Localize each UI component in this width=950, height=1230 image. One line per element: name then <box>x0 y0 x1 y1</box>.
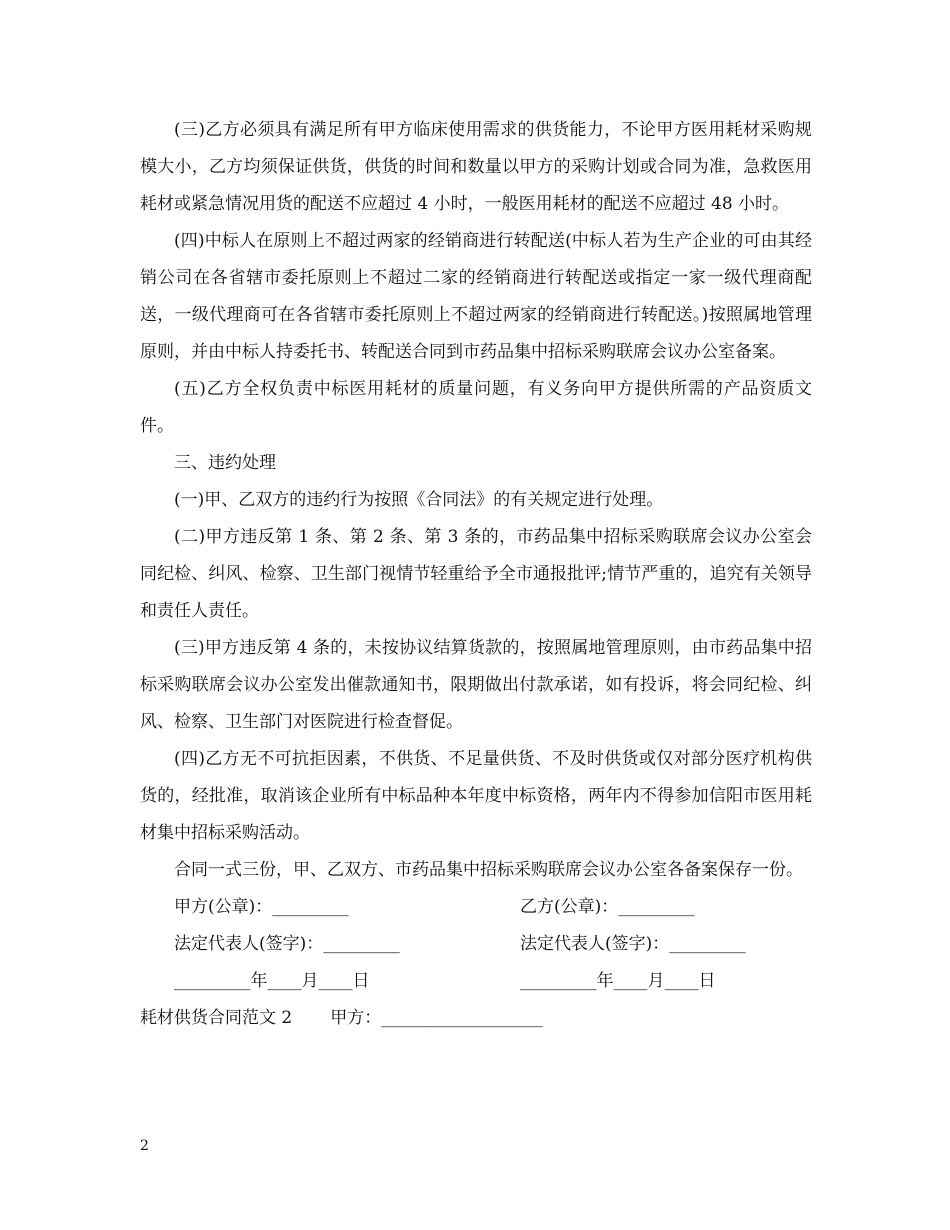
party-b-representative-line: 法定代表人(签字)：_________ <box>520 934 746 954</box>
clause-5-quality-responsibility: (五)乙方全权负责中标医用耗材的质量问题，有义务向甲方提供所需的产品资质文件。 <box>140 379 812 436</box>
section-heading-breach: 三、违约处理 <box>174 453 276 473</box>
copies-clause: 合同一式三份，甲、乙双方、市药品集中招标采购联席会议办公室各备案保存一份。 <box>174 860 803 880</box>
signature-row-seal <box>140 889 812 926</box>
clause-3-supply-capacity: (三)乙方必须具有满足所有甲方临床使用需求的供货能力，不论甲方医用耗材采购规模大小，乙方均须保证供货，供货的时间和数量以甲方的采购计划或合同为准，急救医用耗材或紧急情况用货的配送不应超过 4 小时，一般医用耗材的配送不应超过 48 小时。 <box>140 120 812 214</box>
next-contract-title: 耗材供货合同范文 2 <box>140 1008 293 1028</box>
breach-clause-2: (二)甲方违反第 1 条、第 2 条、第 3 条的，市药品集中招标采购联席会议办公室会同纪检、纠风、检察、卫生部门视情节轻重给予全市通报批评;情节严重的，追究有关领导和责任人责任。 <box>140 527 812 621</box>
breach-clause-4: (四)乙方无不可抗拒因素，不供货、不足量供货、不及时供货或仅对部分医疗机构供货的，经批准，取消该企业所有中标品种本年度中标资格，两年内不得参加信阳市医用耗材集中招标采购活动。 <box>140 749 812 843</box>
breach-clause-3: (三)甲方违反第 4 条的，未按协议结算货款的，按照属地管理原则，由市药品集中招标采购联席会议办公室发出催款通知书，限期做出付款承诺，如有投诉，将会同纪检、纠风、检察、卫生部门对医院进行检查督促。 <box>140 638 812 732</box>
party-b-date-line: _________年____月____日 <box>520 971 716 991</box>
document-body <box>140 112 812 1037</box>
signature-row-date <box>140 963 812 1000</box>
page-number: 2 <box>140 1138 149 1154</box>
party-b-seal-line: 乙方(公章)：_________ <box>520 897 695 917</box>
party-a-date-line: _________年____月____日 <box>174 971 370 991</box>
next-contract-heading <box>140 1000 812 1037</box>
clause-4-redistribution: (四)中标人在原则上不超过两家的经销商进行转配送(中标人若为生产企业的可由其经销公司在各省辖市委托原则上不超过二家的经销商进行转配送或指定一家一级代理商配送，一级代理商可在各省辖市委托原则上不超过两家的经销商进行转配送。)按照属地管理原则，并由中标人持委托书、转配送合同到市药品集中招标采购联席会议办公室备案。 <box>140 231 812 362</box>
signature-row-representative <box>140 926 812 963</box>
breach-clause-1: (一)甲、乙双方的违约行为按照《合同法》的有关规定进行处理。 <box>174 490 664 510</box>
next-contract-party-a: 甲方：___________________ <box>330 1008 543 1028</box>
party-a-seal-line: 甲方(公章)：_________ <box>174 897 349 917</box>
party-a-representative-line: 法定代表人(签字)：_________ <box>174 934 400 954</box>
